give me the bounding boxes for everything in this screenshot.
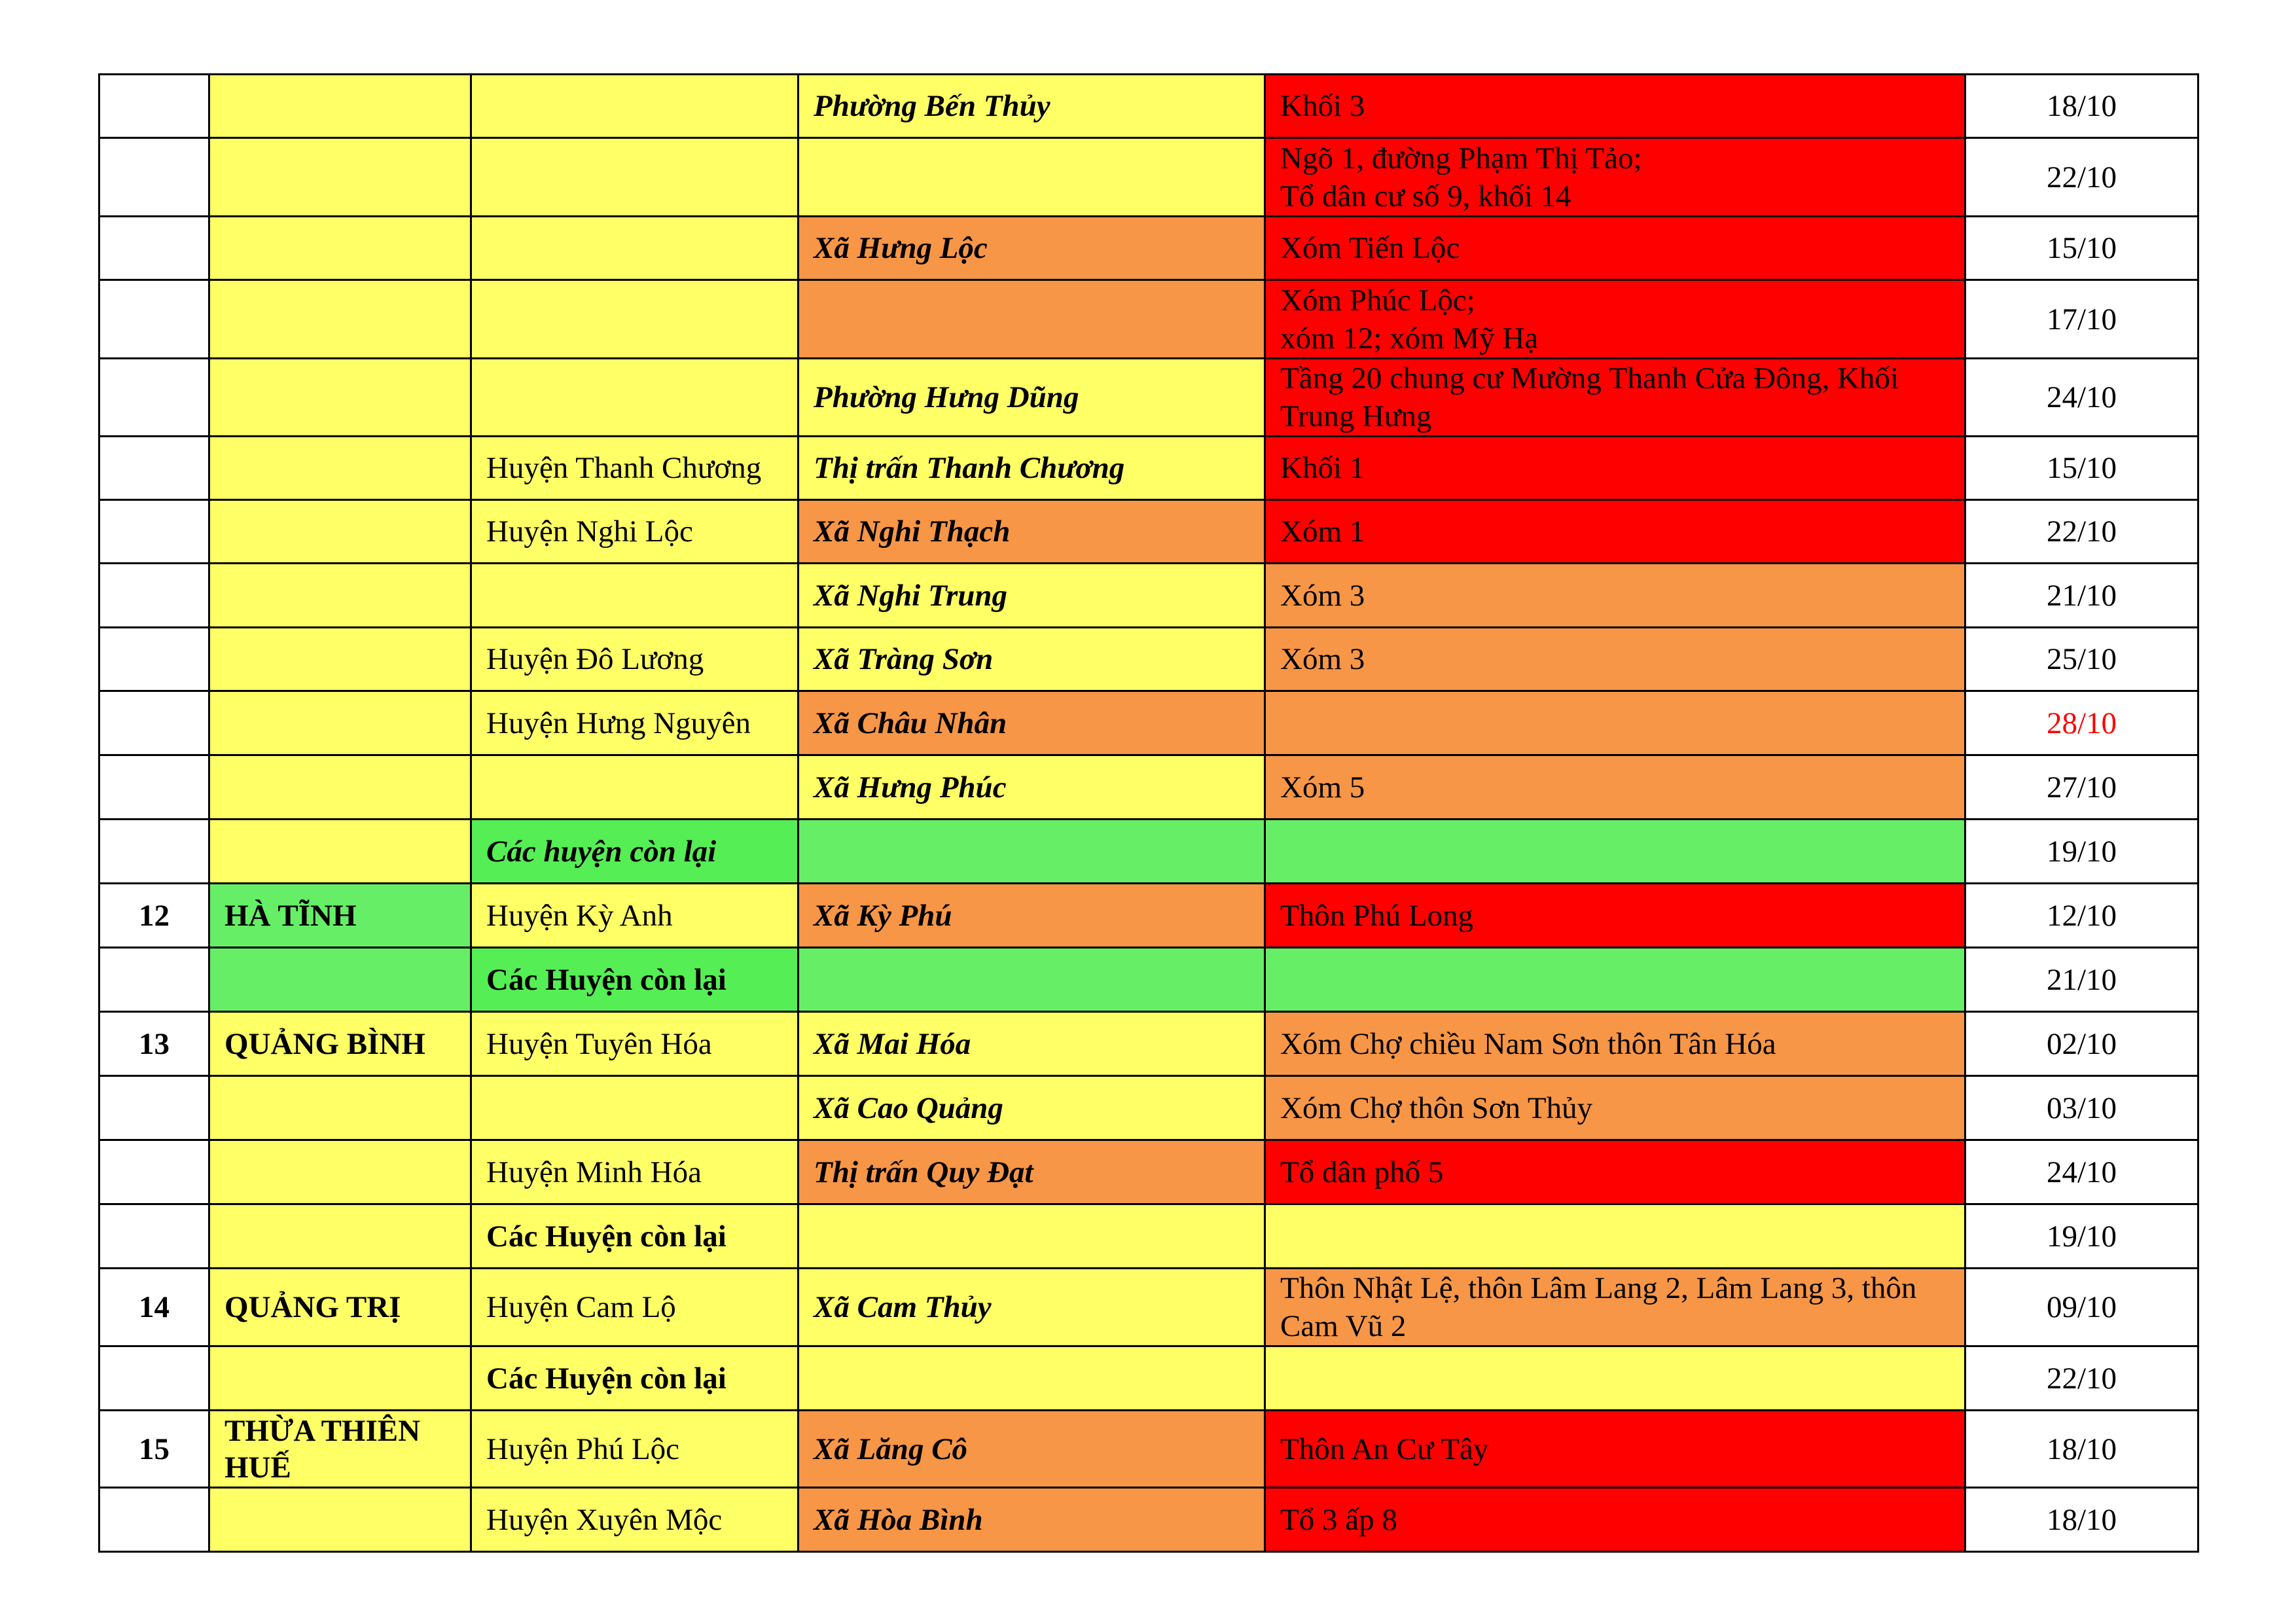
area-cell: Thôn Phú Long <box>1265 884 1965 948</box>
stt-cell: 12 <box>99 884 209 948</box>
table-body <box>99 75 2198 1552</box>
commune-cell <box>798 948 1265 1012</box>
district-cell: Các Huyện còn lại <box>471 948 798 1012</box>
commune-cell: Phường Bến Thủy <box>798 75 1265 138</box>
area-cell: Xóm Chợ chiều Nam Sơn thôn Tân Hóa <box>1265 1012 1965 1076</box>
table-row <box>99 1012 2198 1076</box>
area-cell: Xóm Phúc Lộc; xóm 12; xóm Mỹ Hạ <box>1265 280 1965 359</box>
table-row <box>99 1204 2198 1269</box>
province-cell <box>209 1346 471 1411</box>
district-cell <box>471 217 798 280</box>
district-cell <box>471 564 798 628</box>
table-row <box>99 217 2198 280</box>
table-row <box>99 1076 2198 1140</box>
province-cell: QUẢNG TRỊ <box>209 1269 471 1346</box>
table-row <box>99 500 2198 564</box>
commune-cell: Xã Mai Hóa <box>798 1012 1265 1076</box>
date-cell: 18/10 <box>1965 75 2198 138</box>
area-cell <box>1265 820 1965 884</box>
district-cell: Các Huyện còn lại <box>471 1204 798 1269</box>
district-cell: Huyện Kỳ Anh <box>471 884 798 948</box>
date-cell: 24/10 <box>1965 1140 2198 1204</box>
date-cell: 03/10 <box>1965 1076 2198 1140</box>
commune-cell: Xã Nghi Trung <box>798 564 1265 628</box>
district-cell <box>471 1076 798 1140</box>
province-cell <box>209 280 471 359</box>
commune-cell <box>798 1204 1265 1269</box>
province-cell: THỪA THIÊN HUẾ <box>209 1411 471 1488</box>
stt-cell <box>99 948 209 1012</box>
province-cell <box>209 1488 471 1552</box>
table-row <box>99 280 2198 359</box>
district-cell <box>471 755 798 820</box>
date-cell: 22/10 <box>1965 1346 2198 1411</box>
province-cell <box>209 691 471 755</box>
commune-cell: Xã Châu Nhân <box>798 691 1265 755</box>
district-cell: Huyện Nghi Lộc <box>471 500 798 564</box>
commune-cell: Phường Hưng Dũng <box>798 359 1265 437</box>
area-cell: Thôn Nhật Lệ, thôn Lâm Lang 2, Lâm Lang 3, thôn Cam Vũ 2 <box>1265 1269 1965 1346</box>
date-cell: 28/10 <box>1965 691 2198 755</box>
table-row <box>99 138 2198 217</box>
area-cell: Xóm 1 <box>1265 500 1965 564</box>
commune-cell: Xã Lăng Cô <box>798 1411 1265 1488</box>
stt-cell: 15 <box>99 1411 209 1488</box>
commune-cell <box>798 138 1265 217</box>
province-cell: HÀ TĨNH <box>209 884 471 948</box>
province-cell <box>209 217 471 280</box>
table-row <box>99 564 2198 628</box>
district-cell: Huyện Minh Hóa <box>471 1140 798 1204</box>
commune-cell: Xã Kỳ Phú <box>798 884 1265 948</box>
area-cell <box>1265 1204 1965 1269</box>
stt-cell <box>99 628 209 691</box>
area-cell: Xóm 5 <box>1265 755 1965 820</box>
district-cell: Huyện Phú Lộc <box>471 1411 798 1488</box>
commune-cell: Xã Cam Thủy <box>798 1269 1265 1346</box>
table-row <box>99 1346 2198 1411</box>
stt-cell <box>99 1076 209 1140</box>
date-cell: 02/10 <box>1965 1012 2198 1076</box>
district-cell: Huyện Đô Lương <box>471 628 798 691</box>
stt-cell <box>99 359 209 437</box>
stt-cell <box>99 1140 209 1204</box>
province-cell <box>209 500 471 564</box>
stt-cell <box>99 500 209 564</box>
date-cell: 19/10 <box>1965 1204 2198 1269</box>
stt-cell: 13 <box>99 1012 209 1076</box>
table-row <box>99 1140 2198 1204</box>
district-cell <box>471 138 798 217</box>
province-cell <box>209 755 471 820</box>
commune-cell: Thị trấn Thanh Chương <box>798 437 1265 500</box>
province-cell <box>209 1140 471 1204</box>
district-cell <box>471 280 798 359</box>
area-cell: Xóm Tiến Lộc <box>1265 217 1965 280</box>
province-cell <box>209 564 471 628</box>
date-cell: 21/10 <box>1965 564 2198 628</box>
district-cell: Huyện Cam Lộ <box>471 1269 798 1346</box>
area-cell <box>1265 948 1965 1012</box>
province-cell: QUẢNG BÌNH <box>209 1012 471 1076</box>
commune-cell <box>798 1346 1265 1411</box>
stt-cell <box>99 1488 209 1552</box>
district-cell <box>471 75 798 138</box>
area-cell: Xóm 3 <box>1265 628 1965 691</box>
area-cell: Tổ 3 ấp 8 <box>1265 1488 1965 1552</box>
date-cell: 19/10 <box>1965 820 2198 884</box>
table-row <box>99 359 2198 437</box>
province-cell <box>209 437 471 500</box>
district-cell: Các huyện còn lại <box>471 820 798 884</box>
district-cell: Huyện Hưng Nguyên <box>471 691 798 755</box>
table-row <box>99 884 2198 948</box>
province-cell <box>209 628 471 691</box>
stt-cell <box>99 437 209 500</box>
date-cell: 25/10 <box>1965 628 2198 691</box>
date-cell: 22/10 <box>1965 138 2198 217</box>
area-cell <box>1265 1346 1965 1411</box>
stt-cell <box>99 217 209 280</box>
date-cell: 21/10 <box>1965 948 2198 1012</box>
area-cell: Ngõ 1, đường Phạm Thị Tảo; Tổ dân cư số 9, khối 14 <box>1265 138 1965 217</box>
table-row <box>99 1269 2198 1346</box>
stt-cell <box>99 138 209 217</box>
commune-cell: Xã Cao Quảng <box>798 1076 1265 1140</box>
stt-cell <box>99 1204 209 1269</box>
date-cell: 15/10 <box>1965 217 2198 280</box>
province-cell <box>209 1076 471 1140</box>
data-table <box>98 73 2199 1553</box>
date-cell: 27/10 <box>1965 755 2198 820</box>
commune-cell: Xã Hưng Phúc <box>798 755 1265 820</box>
date-cell: 09/10 <box>1965 1269 2198 1346</box>
table-row <box>99 948 2198 1012</box>
stt-cell <box>99 820 209 884</box>
province-cell <box>209 75 471 138</box>
table-row <box>99 1411 2198 1488</box>
area-cell: Khối 3 <box>1265 75 1965 138</box>
province-cell <box>209 1204 471 1269</box>
table-row <box>99 691 2198 755</box>
date-cell: 15/10 <box>1965 437 2198 500</box>
area-cell: Tổ dân phố 5 <box>1265 1140 1965 1204</box>
stt-cell <box>99 1346 209 1411</box>
province-cell <box>209 948 471 1012</box>
date-cell: 17/10 <box>1965 280 2198 359</box>
commune-cell: Xã Hòa Bình <box>798 1488 1265 1552</box>
date-cell: 18/10 <box>1965 1411 2198 1488</box>
commune-cell <box>798 820 1265 884</box>
commune-cell: Xã Tràng Sơn <box>798 628 1265 691</box>
stt-cell <box>99 280 209 359</box>
area-cell: Tầng 20 chung cư Mường Thanh Cửa Đông, Khối Trung Hưng <box>1265 359 1965 437</box>
table-row <box>99 75 2198 138</box>
area-cell: Xóm Chợ thôn Sơn Thủy <box>1265 1076 1965 1140</box>
stt-cell <box>99 755 209 820</box>
commune-cell: Xã Nghi Thạch <box>798 500 1265 564</box>
date-cell: 18/10 <box>1965 1488 2198 1552</box>
province-cell <box>209 820 471 884</box>
table-row <box>99 820 2198 884</box>
commune-cell: Thị trấn Quy Đạt <box>798 1140 1265 1204</box>
district-cell: Huyện Thanh Chương <box>471 437 798 500</box>
table-row <box>99 628 2198 691</box>
district-cell <box>471 359 798 437</box>
date-cell: 24/10 <box>1965 359 2198 437</box>
table-row <box>99 755 2198 820</box>
province-cell <box>209 359 471 437</box>
district-cell: Huyện Xuyên Mộc <box>471 1488 798 1552</box>
table-row <box>99 1488 2198 1552</box>
province-cell <box>209 138 471 217</box>
stt-cell <box>99 75 209 138</box>
area-cell: Thôn An Cư Tây <box>1265 1411 1965 1488</box>
stt-cell <box>99 691 209 755</box>
table-row <box>99 437 2198 500</box>
date-cell: 22/10 <box>1965 500 2198 564</box>
district-cell: Huyện Tuyên Hóa <box>471 1012 798 1076</box>
stt-cell: 14 <box>99 1269 209 1346</box>
commune-cell <box>798 280 1265 359</box>
area-cell: Xóm 3 <box>1265 564 1965 628</box>
commune-cell: Xã Hưng Lộc <box>798 217 1265 280</box>
stt-cell <box>99 564 209 628</box>
district-cell: Các Huyện còn lại <box>471 1346 798 1411</box>
date-cell: 12/10 <box>1965 884 2198 948</box>
area-cell <box>1265 691 1965 755</box>
area-cell: Khối 1 <box>1265 437 1965 500</box>
